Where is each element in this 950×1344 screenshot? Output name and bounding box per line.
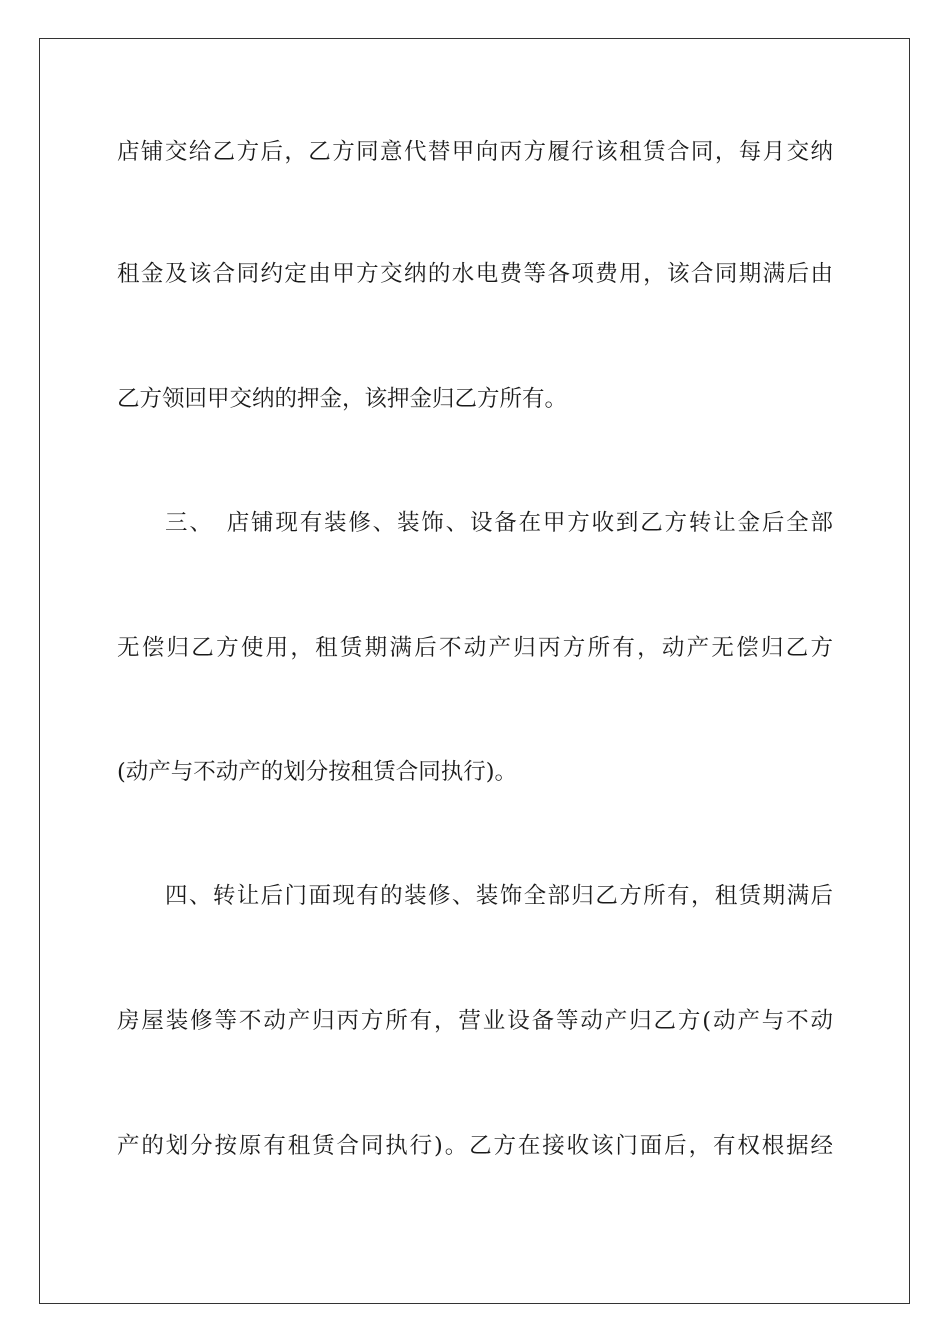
page-border [39,38,910,1304]
clause-three-line-3: (动产与不动产的划分按租赁合同执行)。 [117,759,518,785]
clause-four-line-1: 四、转让后门面现有的装修、装饰全部归乙方所有，租赁期满后 [165,883,833,909]
paragraph-line-1: 店铺交给乙方后，乙方同意代替甲向丙方履行该租赁合同，每月交纳 [117,139,833,165]
clause-three-line-2: 无偿归乙方使用，租赁期满后不动产归丙方所有，动产无偿归乙方 [117,635,833,661]
clause-three-line-1: 三、 店铺现有装修、装饰、设备在甲方收到乙方转让金后全部 [165,510,833,536]
clause-four-line-2: 房屋装修等不动产归丙方所有，营业设备等动产归乙方(动产与不动 [117,1008,833,1034]
paragraph-line-3: 乙方领回甲交纳的押金，该押金归乙方所有。 [117,386,568,412]
paragraph-line-2: 租金及该合同约定由甲方交纳的水电费等各项费用，该合同期满后由 [117,261,833,287]
clause-four-line-3: 产的划分按原有租赁合同执行)。乙方在接收该门面后，有权根据经 [117,1133,833,1159]
